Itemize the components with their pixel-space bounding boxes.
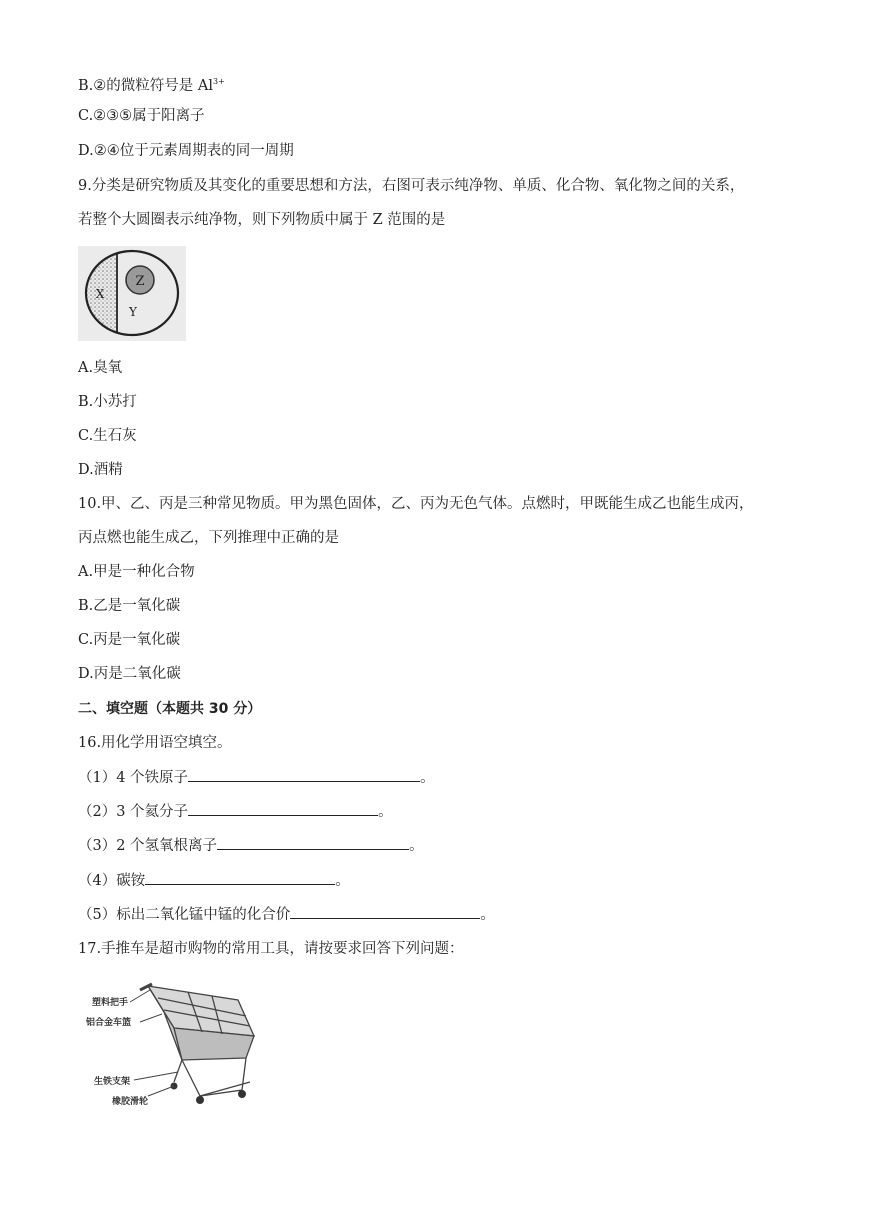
- classification-diagram: [78, 246, 186, 341]
- label-rubber-wheel: 橡胶滑轮: [112, 1097, 149, 1107]
- label-x: X: [95, 287, 105, 301]
- period: 。: [378, 804, 393, 820]
- period: 。: [409, 838, 424, 854]
- q16-item-1: [78, 767, 435, 788]
- label-z: Z: [135, 274, 145, 289]
- wheel: [196, 1096, 204, 1104]
- q16-item-5-label: （5）标出二氧化锰中锰的化合价: [78, 907, 291, 923]
- q8-option-c: C.②③⑤属于阳离子: [78, 108, 205, 124]
- section-title: 二、填空题（本题共 30 分）: [78, 701, 262, 717]
- q10-stem-line2: 丙点燃也能生成乙，下列推理中正确的是: [78, 530, 339, 546]
- q16-item-2: [78, 801, 393, 822]
- q10-option-a: A.甲是一种化合物: [78, 564, 195, 580]
- q9-stem-line2: 若整个大圆圈表示纯净物，则下列物质中属于 Z 范围的是: [78, 212, 446, 228]
- answer-blank-4[interactable]: [145, 870, 335, 885]
- label-pig-iron-frame: 生铁支架: [94, 1077, 131, 1087]
- label-y: Y: [129, 305, 137, 319]
- shopping-cart-svg: [78, 972, 264, 1118]
- period: 。: [335, 873, 350, 889]
- q16-item-1-label: （1）4 个铁原子: [78, 770, 189, 786]
- label-plastic-handle: 塑料把手: [92, 998, 129, 1008]
- shopping-cart-figure: [78, 972, 264, 1118]
- q17-stem: 17.手推车是超市购物的常用工具，请按要求回答下列问题：: [78, 941, 464, 957]
- q9-option-a: A.臭氧: [78, 360, 123, 376]
- q10-option-c: C.丙是一氧化碳: [78, 632, 181, 648]
- answer-blank-5[interactable]: [290, 904, 480, 919]
- q9-stem-line1: 9.分类是研究物质及其变化的重要思想和方法，右图可表示纯净物、单质、化合物、氧化物之间的关系，: [78, 178, 745, 194]
- q16-item-5: [78, 904, 495, 925]
- period: 。: [480, 907, 495, 923]
- label-aluminum-basket: 铝合金车篮: [86, 1018, 132, 1028]
- period: 。: [420, 770, 435, 786]
- venn-diagram-svg: [78, 246, 186, 341]
- cart-drawing: [140, 984, 254, 1096]
- q16-stem: 16.用化学用语空填空。: [78, 735, 232, 751]
- q16-item-3-label: （3）2 个氢氧根离子: [78, 838, 218, 854]
- q16-item-4-label: （4）碳铵: [78, 873, 146, 889]
- superscript: 3+: [212, 77, 225, 86]
- wheel: [238, 1090, 246, 1098]
- q9-option-d: D.酒精: [78, 462, 123, 478]
- answer-blank-2[interactable]: [188, 801, 378, 816]
- q10-option-d: D.丙是二氧化碳: [78, 666, 181, 682]
- q10-stem-line1: 10.甲、乙、丙是三种常见物质。甲为黑色固体，乙、丙为无色气体。点燃时，甲既能生成乙也能生成丙，: [78, 496, 754, 512]
- q16-item-3: [78, 835, 424, 856]
- q8-option-b: B.②的微粒符号是 $Al^{3+}$: [78, 77, 225, 94]
- q16-item-4: [78, 870, 350, 891]
- q16-item-2-label: （2）3 个氦分子: [78, 804, 189, 820]
- answer-blank-1[interactable]: [188, 767, 420, 782]
- q8-option-d: D.②④位于元素周期表的同一周期: [78, 143, 294, 159]
- q10-option-b: B.乙是一氧化碳: [78, 598, 181, 614]
- q9-option-b: B.小苏打: [78, 394, 137, 410]
- answer-blank-3[interactable]: [217, 835, 409, 850]
- q9-option-c: C.生石灰: [78, 428, 137, 444]
